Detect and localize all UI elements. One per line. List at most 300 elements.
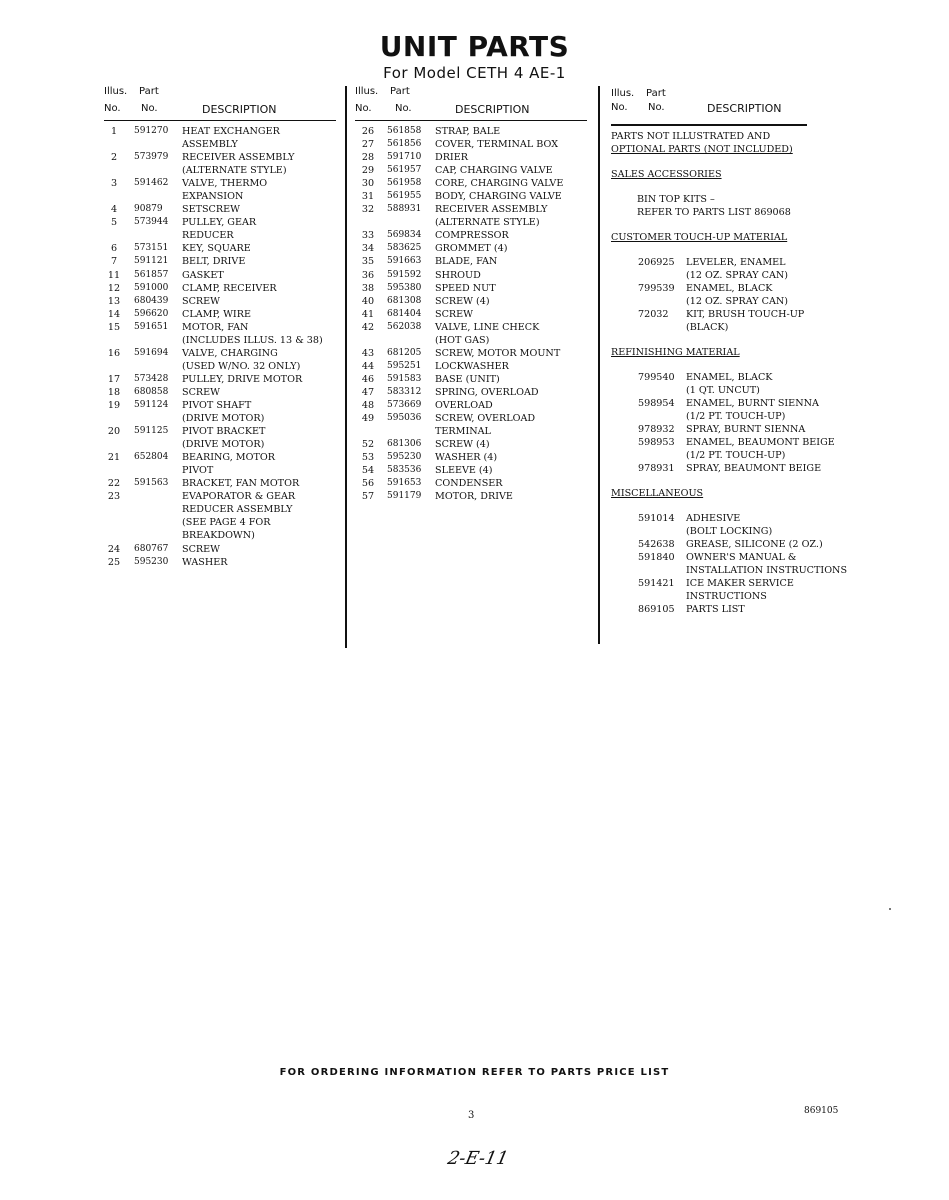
bin-top-kits: BIN TOP KITS – [637,194,715,205]
table-row [104,360,336,373]
part-description: SCREW [182,543,221,555]
table-row [355,490,587,503]
part-description: VALVE, CHARGING [182,347,278,359]
table-row [104,125,336,138]
illus-number: 38 [361,282,375,294]
illus-number: 5 [110,217,118,229]
part-description: SETSCREW [182,204,240,216]
part-number: 583625 [387,243,422,254]
part-number: 583312 [387,386,422,397]
list-item [611,256,861,269]
page-number: 3 [468,1110,475,1121]
list-item [611,269,861,282]
part-no-label: No. [648,102,665,113]
part-description: REDUCER [182,230,234,242]
illus-number: 47 [361,386,375,398]
part-number: 978932 [638,424,675,435]
table-row [355,464,587,477]
scan-speck [889,908,891,910]
illus-number: 15 [107,321,121,333]
illus-number: 42 [361,321,375,333]
part-description: (DRIVE MOTOR) [182,439,265,451]
part-number: 680439 [134,295,169,306]
column-divider [345,86,347,648]
part-description: SCREW, OVERLOAD [435,413,536,425]
part-description: COMPRESSOR [435,230,509,242]
part-description: WASHER (4) [435,452,498,464]
part-description: SCREW [182,386,221,398]
part-description: VALVE, LINE CHECK [435,321,540,333]
part-number: 591694 [134,347,169,358]
illus-number: 49 [361,413,375,425]
part-description: MOTOR, FAN [182,321,249,333]
part-number: 591270 [134,126,169,136]
part-number: 573669 [387,399,422,410]
illus-number: 24 [107,543,121,555]
illus-number: 56 [361,478,375,490]
part-number: 591710 [387,152,422,163]
part-number: 591179 [387,491,422,502]
part-number: 591583 [387,373,422,384]
part-description: (ALTERNATE STYLE) [182,165,287,177]
table-row [355,321,587,334]
list-item [611,603,861,616]
illus-number: 52 [361,439,375,451]
illus-number: 1 [110,126,118,137]
touch-up-list [611,256,861,334]
table-row [104,229,336,242]
illus-number: 35 [361,256,375,268]
table-row [355,308,587,321]
part-description: BLADE, FAN [435,256,498,268]
list-item [611,512,861,525]
part-description: PULLEY, GEAR [182,217,257,229]
part-number: 595230 [134,556,169,567]
part-number: 598954 [638,398,675,409]
list-item [611,551,861,564]
table-row [104,556,336,569]
table-row [104,308,336,321]
part-no-label: No. [141,103,158,114]
additional-parts [611,120,861,616]
part-description: CONDENSER [435,478,503,490]
part-number: 591000 [134,282,169,293]
illus-number: 57 [361,491,375,503]
table-row [104,269,336,282]
table-row [355,334,587,347]
illus-number: 17 [107,373,121,385]
part-number: 561955 [387,191,422,202]
part-description: CORE, CHARGING VALVE [435,178,564,190]
bin-top-kits-ref: REFER TO PARTS LIST 869068 [637,207,791,218]
table-row [355,295,587,308]
list-item [611,449,861,462]
part-number: 680858 [134,386,169,397]
part-description: CAP, CHARGING VALVE [435,165,553,177]
illus-number: 3 [110,178,118,190]
part-description: RECEIVER ASSEMBLY [435,204,548,216]
table-row [355,386,587,399]
list-item [611,423,861,436]
illus-number: 44 [361,360,375,372]
table-row [104,282,336,295]
table-row [355,451,587,464]
page-title: UNIT PARTS [379,30,570,63]
list-item [611,308,861,321]
part-description: SLEEVE (4) [435,465,493,477]
illus-number: 26 [361,126,375,137]
part-description: SPRAY, BURNT SIENNA [686,424,806,435]
illus-number: 7 [110,256,118,268]
part-description: HEAT EXCHANGER [182,126,280,137]
part-number: 681306 [387,439,422,450]
table-row [355,360,587,373]
refinishing-heading: REFINISHING MATERIAL [611,347,740,358]
part-description: ENAMEL, BLACK [686,283,773,294]
table-row [104,334,336,347]
part-number: 591663 [387,256,422,267]
intro-text: PARTS NOT ILLUSTRATED AND [611,131,771,142]
part-description: COVER, TERMINAL BOX [435,139,559,151]
part-description: ENAMEL, BEAUMONT BEIGE [686,437,835,448]
list-item [611,436,861,449]
sales-accessories-heading: SALES ACCESSORIES [611,169,722,180]
illus-number: 46 [361,373,375,385]
illus-number: 40 [361,295,375,307]
illus-number: 21 [107,452,121,464]
part-number: 591421 [638,578,675,589]
part-description: PARTS LIST [686,604,745,615]
illus-number: 12 [107,282,121,294]
illus-number: 48 [361,399,375,411]
illus-number: 34 [361,243,375,255]
part-number: 869105 [638,604,675,615]
part-description: BELT, DRIVE [182,256,246,268]
intro-text: OPTIONAL PARTS (NOT INCLUDED) [611,144,793,155]
illus-number: 20 [107,426,121,438]
table-row [104,177,336,190]
parts-column-1 [104,86,336,569]
part-number: 206925 [638,257,675,268]
list-item [611,538,861,551]
table-row [104,151,336,164]
part-description: RECEIVER ASSEMBLY [182,152,295,164]
part-number: 591125 [134,426,169,437]
column-header [355,86,587,121]
part-no-label: No. [395,103,412,114]
part-description: SPRING, OVERLOAD [435,386,539,398]
table-row [355,282,587,295]
table-row [104,295,336,308]
part-number: 595230 [387,452,422,463]
part-description: MOTOR, DRIVE [435,491,513,503]
part-number: 680767 [134,543,169,554]
part-number: 573428 [134,373,169,384]
part-description: KEY, SQUARE [182,243,251,255]
part-description: PIVOT BRACKET [182,426,266,438]
table-row [355,399,587,412]
part-number: 573151 [134,243,169,254]
part-description: SCREW [182,295,221,307]
part-description: PULLEY, DRIVE MOTOR [182,373,303,385]
table-row [104,425,336,438]
illus-number: 6 [110,243,118,255]
part-number: 595380 [387,282,422,293]
part-description: LOCKWASHER [435,360,509,372]
part-description: (1 QT. UNCUT) [686,385,760,396]
part-description: SCREW (4) [435,439,490,451]
part-description: REDUCER ASSEMBLY [182,504,293,516]
illus-label: Illus. [355,86,379,97]
part-number: 978931 [638,463,675,474]
table-row [104,516,336,529]
part-description: BODY, CHARGING VALVE [435,191,562,203]
part-description: BEARING, MOTOR [182,452,275,464]
table-row [104,490,336,503]
part-description: DRIER [435,152,468,164]
list-item [611,282,861,295]
illus-number: 27 [361,139,375,151]
part-description: (SEE PAGE 4 FOR [182,517,271,529]
table-row [355,438,587,451]
table-row [355,242,587,255]
part-description: PIVOT SHAFT [182,399,252,411]
part-number: 562038 [387,321,422,332]
part-description: ENAMEL, BURNT SIENNA [686,398,819,409]
table-row [355,255,587,268]
part-number: 799540 [638,372,675,383]
part-description: GASKET [182,269,224,281]
list-item [611,321,861,334]
table-row [355,477,587,490]
table-row [104,190,336,203]
table-row [104,543,336,556]
table-row [104,464,336,477]
part-label: Part [139,86,159,97]
illus-number: 53 [361,452,375,464]
illus-number: 22 [107,478,121,490]
miscellaneous-heading: MISCELLANEOUS [611,488,704,499]
part-number: 596620 [134,308,169,319]
table-row [104,438,336,451]
part-description: (USED W/NO. 32 ONLY) [182,360,301,372]
part-description: (12 OZ. SPRAY CAN) [686,270,789,281]
parts-list [355,121,587,503]
table-row [104,477,336,490]
illus-number: 16 [107,347,121,359]
list-item [611,410,861,423]
part-description: (1/2 PT. TOUCH-UP) [686,411,786,422]
part-description: GREASE, SILICONE (2 OZ.) [686,539,823,550]
part-description: ADHESIVE [686,513,741,524]
part-number: 591014 [638,513,675,524]
part-description: (HOT GAS) [435,334,490,346]
table-row [355,412,587,425]
part-number: 542638 [638,539,675,550]
illus-label: Illus. [104,86,128,97]
parts-column-2 [355,86,587,503]
table-row [355,190,587,203]
illus-number: 30 [361,178,375,190]
part-description: OWNER'S MANUAL & [686,552,797,563]
table-row [355,138,587,151]
handwritten-note: 2-E-11 [445,1148,511,1169]
part-number: 573979 [134,152,169,163]
table-row [104,216,336,229]
illus-no-label: No. [355,103,372,114]
illus-number: 23 [107,491,121,503]
table-row [104,164,336,177]
part-number: 591651 [134,321,169,332]
table-row [355,373,587,386]
table-row [104,138,336,151]
table-row [355,216,587,229]
list-item [611,577,861,590]
part-description: ENAMEL, BLACK [686,372,773,383]
part-number: 681308 [387,295,422,306]
part-number: 652804 [134,452,169,463]
touch-up-heading: CUSTOMER TOUCH-UP MATERIAL [611,232,788,243]
ordering-note: FOR ORDERING INFORMATION REFER TO PARTS PRICE LIST [279,1067,670,1078]
part-description: (BOLT LOCKING) [686,526,773,537]
table-row [355,164,587,177]
table-row [355,151,587,164]
table-row [355,347,587,360]
table-row [104,255,336,268]
illus-no-label: No. [611,102,628,113]
part-description: BASE (UNIT) [435,373,500,385]
part-description: ASSEMBLY [182,139,238,151]
list-item [611,384,861,397]
part-description: TERMINAL [435,426,491,438]
part-number: 681404 [387,308,422,319]
table-row [355,229,587,242]
part-number: 591653 [387,478,422,489]
table-row [355,125,587,138]
part-description: SHROUD [435,269,481,281]
part-description: CLAMP, WIRE [182,308,251,320]
illus-no-label: No. [104,103,121,114]
part-description: (INCLUDES ILLUS. 13 & 38) [182,334,323,346]
part-description: SPRAY, BEAUMONT BEIGE [686,463,822,474]
part-number: 799539 [638,283,675,294]
part-number: 561857 [134,269,169,280]
part-number: 72032 [638,309,669,320]
description-label: DESCRIPTION [707,102,782,115]
part-description: BREAKDOWN) [182,530,255,542]
table-row [104,242,336,255]
table-row [355,203,587,216]
table-row [104,503,336,516]
part-number: 591462 [134,178,169,189]
model-subtitle: For Model CETH 4 AE-1 [383,64,566,82]
column-header [104,86,336,121]
parts-column-3 [611,86,861,616]
illus-number: 36 [361,269,375,281]
illus-number: 4 [110,204,118,216]
part-number: 591124 [134,399,169,410]
part-number: 595251 [387,360,422,371]
description-label: DESCRIPTION [202,103,277,116]
table-row [104,451,336,464]
part-description: ICE MAKER SERVICE [686,578,794,589]
part-number: 561856 [387,139,422,150]
part-label: Part [646,88,666,99]
part-description: INSTRUCTIONS [686,591,767,602]
table-row [104,347,336,360]
part-description: SPEED NUT [435,282,496,294]
part-number: 569834 [387,230,422,241]
part-description: SCREW (4) [435,295,490,307]
part-description: INSTALLATION INSTRUCTIONS [686,565,848,576]
table-row [104,321,336,334]
table-row [104,412,336,425]
description-label: DESCRIPTION [455,103,530,116]
illus-number: 13 [107,295,121,307]
part-number: 583536 [387,465,422,476]
illus-number: 14 [107,308,121,320]
list-item [611,462,861,475]
refinishing-list [611,371,861,475]
part-number: 591840 [638,552,675,563]
parts-list [104,121,336,569]
document-number: 869105 [804,1106,839,1116]
part-description: WASHER [182,556,228,568]
part-number: 561958 [387,178,422,189]
part-description: OVERLOAD [435,399,493,411]
part-number: 90879 [134,204,163,215]
part-description: VALVE, THERMO [182,178,268,190]
part-description: CLAMP, RECEIVER [182,282,277,294]
part-description: GROMMET (4) [435,243,508,255]
list-item [611,525,861,538]
table-row [104,203,336,216]
part-number: 591563 [134,478,169,489]
column-divider [598,86,600,644]
table-row [104,373,336,386]
part-description: STRAP, BALE [435,126,501,137]
part-number: 595036 [387,413,422,424]
part-number: 591121 [134,256,169,267]
illus-number: 54 [361,465,375,477]
part-description: (1/2 PT. TOUCH-UP) [686,450,786,461]
table-row [355,269,587,282]
illus-number: 32 [361,204,375,216]
illus-number: 41 [361,308,375,320]
illus-label: Illus. [611,88,635,99]
part-number: 561957 [387,165,422,176]
part-number: 573944 [134,217,169,228]
list-item [611,295,861,308]
illus-number: 19 [107,399,121,411]
list-item [611,397,861,410]
part-number: 681205 [387,347,422,358]
part-number: 588931 [387,204,422,215]
table-row [355,425,587,438]
part-description: SCREW [435,308,474,320]
table-row [104,529,336,542]
part-description: PIVOT [182,465,214,477]
illus-number: 18 [107,386,121,398]
illus-number: 29 [361,165,375,177]
list-item [611,564,861,577]
part-number: 598953 [638,437,675,448]
table-row [104,399,336,412]
table-row [104,386,336,399]
part-number: 591592 [387,269,422,280]
illus-number: 25 [107,556,121,568]
part-description: (BLACK) [686,322,729,333]
